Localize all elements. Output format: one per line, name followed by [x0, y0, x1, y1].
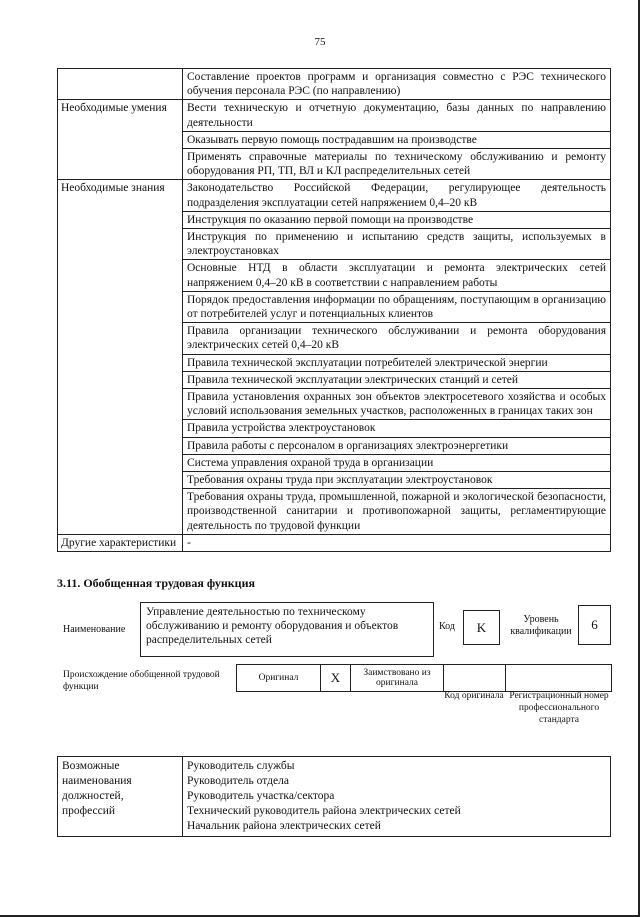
- requirements-row: [58, 69, 611, 100]
- requirement-item: Требования охраны труда, промышленной, пожарной и экологической безопасности, производственной санитарии и противопожарной защиты, регламентирующие деятельность по трудовой функции: [183, 489, 611, 535]
- function-code-value: K: [463, 610, 500, 645]
- requirement-category: Необходимые умения: [58, 100, 183, 180]
- requirement-item: Правила устройства электроустановок: [183, 420, 611, 437]
- requirement-item: Правила работы с персоналом в организациях электроэнергетики: [183, 437, 611, 454]
- origin-table: [236, 664, 612, 692]
- function-name-value: Управление деятельностью по техническому обслуживанию и ремонту оборудования и объектов распределительных сетей: [140, 602, 434, 657]
- qualification-level-label: Уровень квалификации: [510, 614, 572, 637]
- origin-reg-cell: [506, 665, 612, 692]
- section-title: 3.11. Обобщенная трудовая функция: [57, 576, 255, 590]
- function-name-label: Наименование: [63, 624, 126, 635]
- requirement-item: Правила установления охранных зон объектов электросетевого хозяйства и особых условий использования земельных участков, расположенных в границах таких зон: [183, 389, 611, 420]
- origin-borrowed-label: Заимствовано из оригинала: [351, 665, 444, 692]
- requirement-item: Правила технической эксплуатации электрических станций и сетей: [183, 371, 611, 388]
- origin-original-label: Оригинал: [237, 665, 321, 692]
- function-code-label: Код: [439, 621, 455, 632]
- requirement-item: Правила технической эксплуатации потребителей электрической энергии: [183, 354, 611, 371]
- requirement-item: Система управления охраной труда в организации: [183, 454, 611, 471]
- origin-label: Происхождение обобщенной трудовой функции: [63, 670, 220, 692]
- requirement-category: Необходимые знания: [58, 180, 183, 534]
- profession-item: Руководитель службы: [187, 760, 295, 772]
- requirements-row: [58, 100, 611, 131]
- profession-item: Руководитель отдела: [187, 775, 289, 787]
- professions-table: [57, 756, 611, 837]
- requirements-row: [58, 534, 611, 551]
- requirement-item: Основные НТД в области эксплуатации и ремонта электрических сетей напряжением 0,4–20 кВ в соответствии с направлением работы: [183, 260, 611, 291]
- profession-item: Руководитель участка/сектора: [187, 790, 335, 802]
- requirement-item: Инструкция по оказанию первой помощи на производстве: [183, 211, 611, 228]
- requirement-item: Требования охраны труда при эксплуатации электроустановок: [183, 472, 611, 489]
- requirement-item: Правила организации технического обслуживании и ремонта оборудования электрических сетей 0,4–20 кВ: [183, 323, 611, 354]
- qualification-level-value: 6: [578, 605, 611, 645]
- requirement-item: -: [183, 534, 611, 551]
- requirements-body: [58, 69, 611, 552]
- page-number: 75: [314, 36, 326, 48]
- requirements-row: [58, 180, 611, 211]
- requirement-item: Оказывать первую помощь пострадавшим на производстве: [183, 131, 611, 148]
- requirement-item: Порядок предоставления информации по обращениям, поступающим в организацию от потребителей услуг и потенциальных клиентов: [183, 291, 611, 322]
- professions-list: [183, 757, 611, 837]
- requirement-item: Инструкция по применению и испытанию средств защиты, используемых в электроустановках: [183, 229, 611, 260]
- requirement-item: Вести техническую и отчетную документацию, базы данных по направлению деятельности: [183, 100, 611, 131]
- origin-reg-caption: Регистрационный номер профессионального стандарта: [509, 691, 609, 725]
- origin-code-caption: Код оригинала: [444, 691, 504, 701]
- requirement-item: Законодательство Российской Федерации, регулирующее деятельность подразделения эксплуатации сетей напряжением 0,4–20 кВ: [183, 180, 611, 211]
- origin-code-cell: [444, 665, 506, 692]
- requirement-item: Составление проектов программ и организация совместно с РЭС технического обучения персонала РЭС (по направлению): [183, 69, 611, 100]
- profession-item: Технический руководитель района электрических сетей: [187, 805, 461, 817]
- profession-item: Начальник района электрических сетей: [187, 820, 381, 832]
- requirement-category: Другие характеристики: [58, 534, 183, 551]
- professions-label: Возможные наименования должностей, профессий: [58, 757, 183, 837]
- requirements-table: [57, 68, 611, 552]
- requirement-category: [58, 69, 183, 100]
- requirement-item: Применять справочные материалы по техническому обслуживанию и ремонту оборудования РП, ТП, ВЛ и КЛ распределительных сетей: [183, 149, 611, 180]
- origin-original-mark: X: [321, 665, 351, 692]
